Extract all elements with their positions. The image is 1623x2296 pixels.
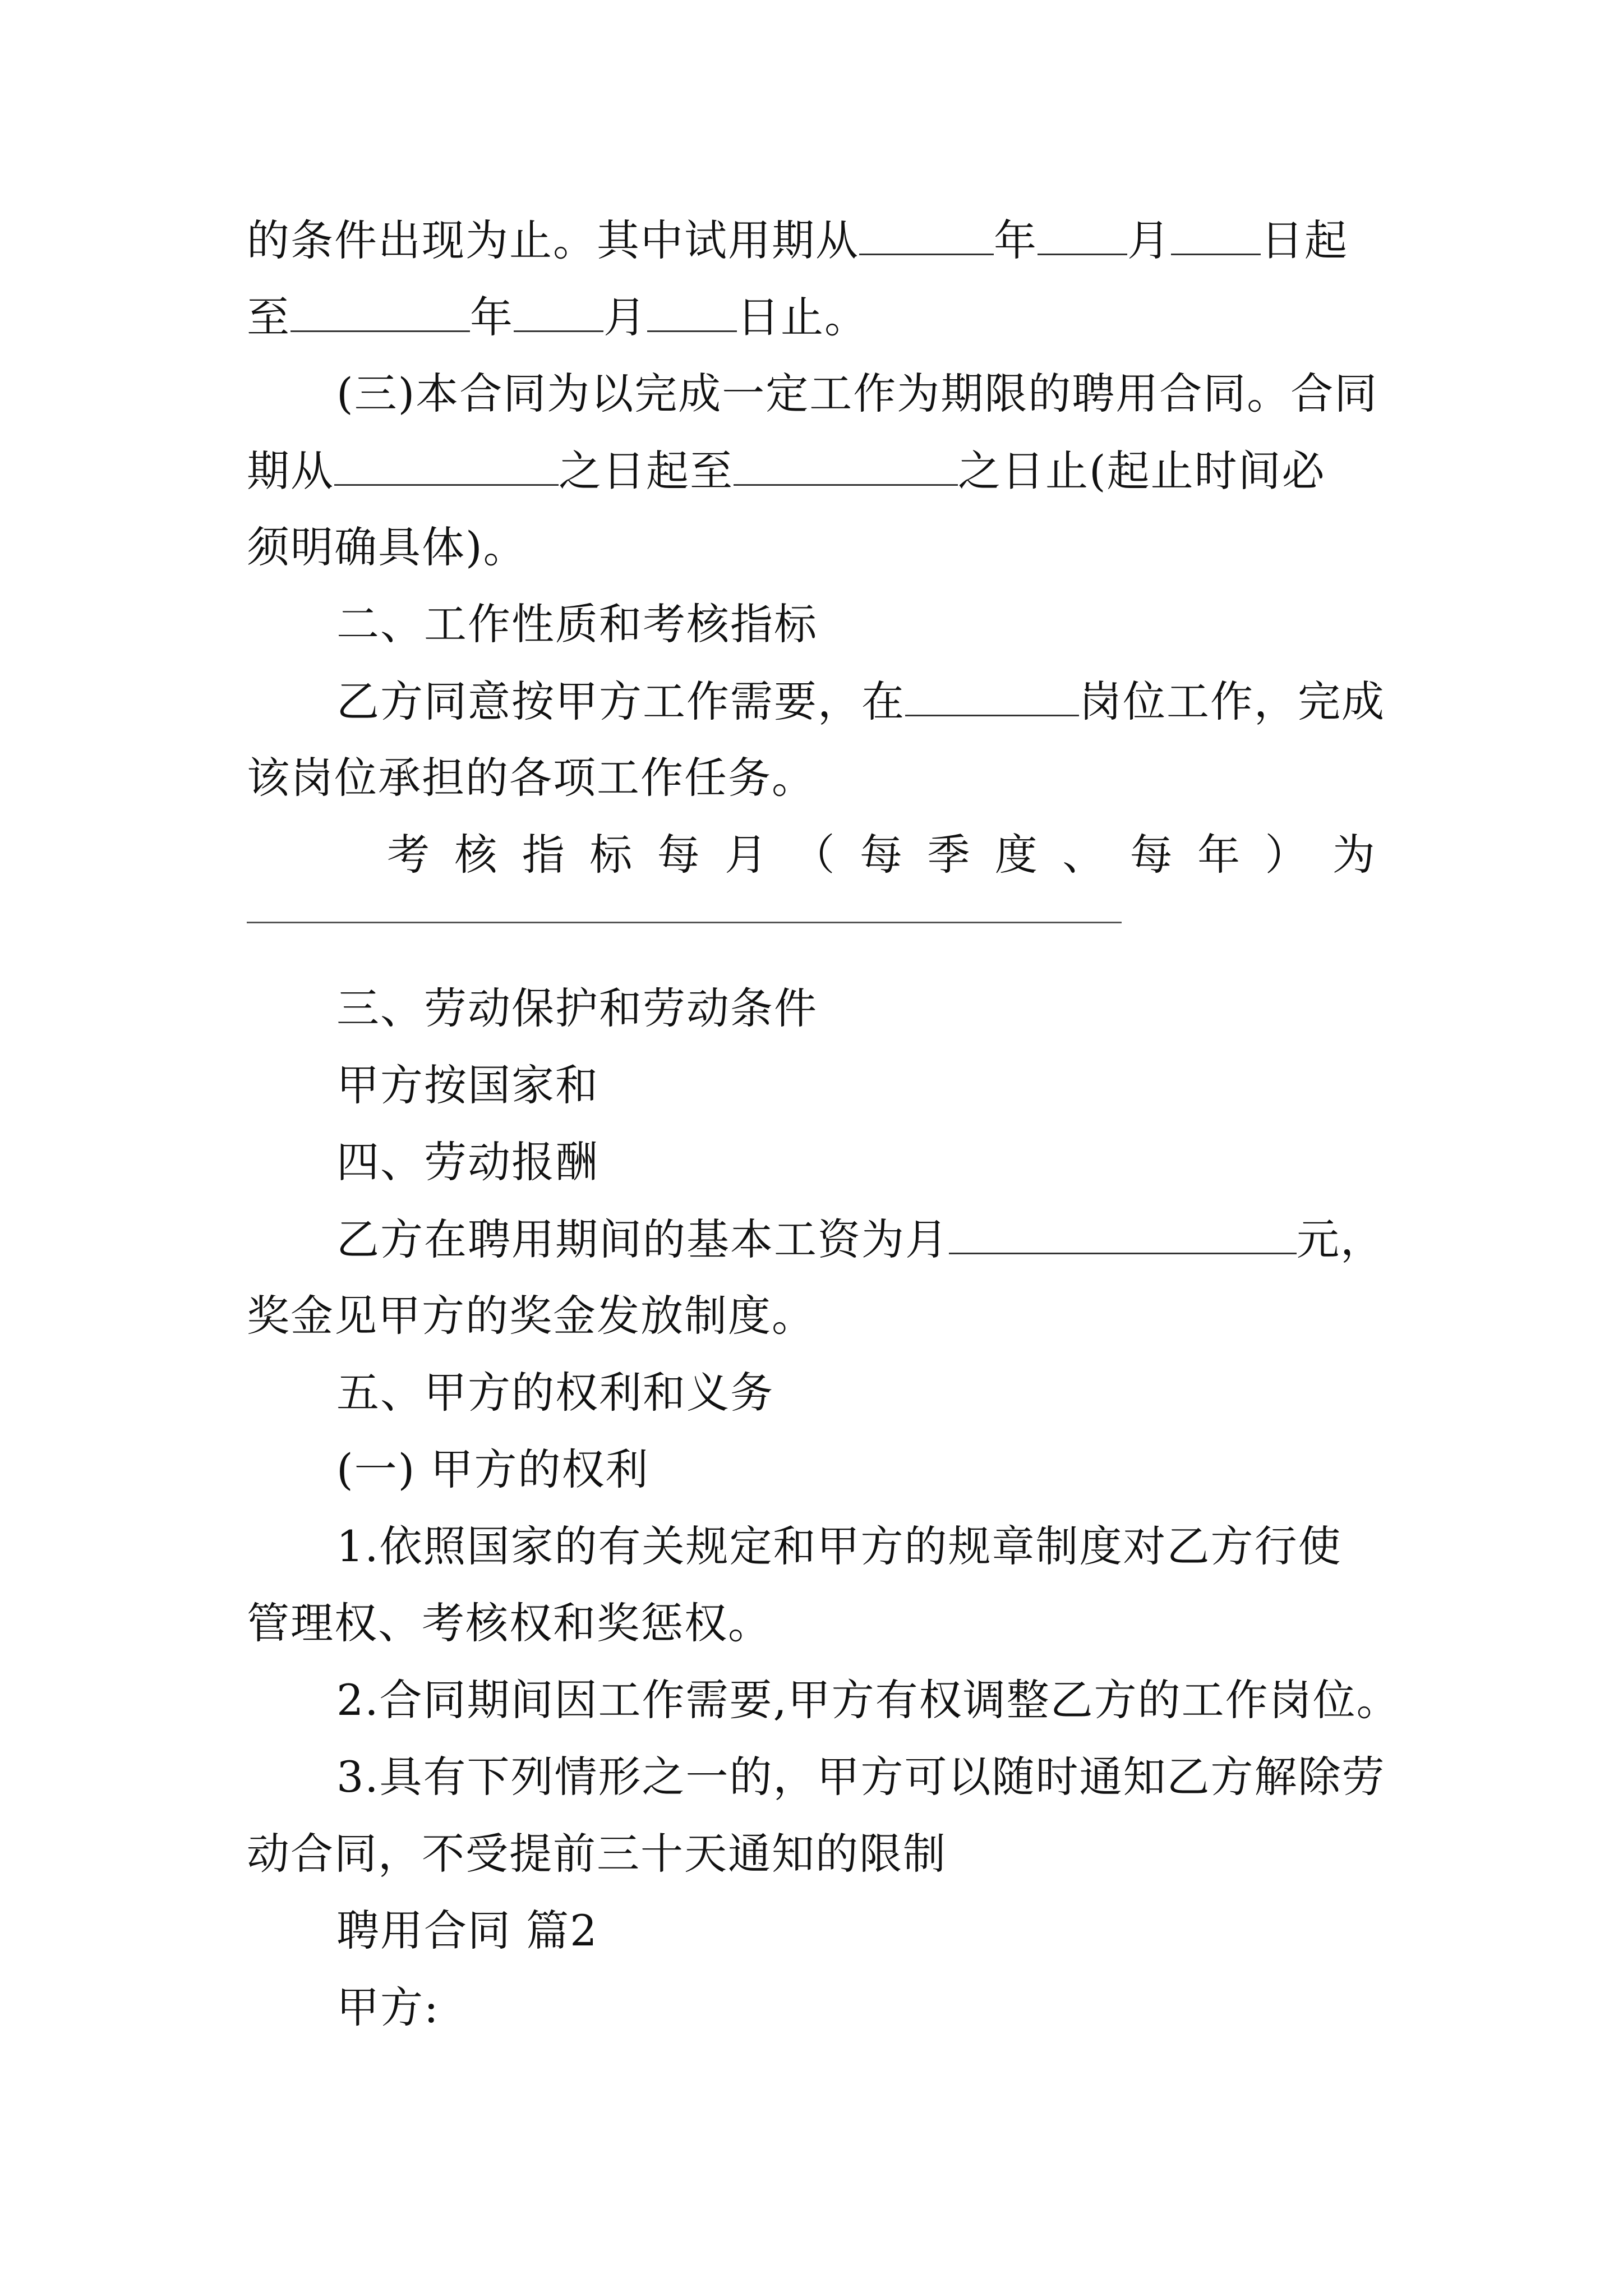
blank-field [647,290,737,332]
paragraph [247,521,1376,597]
text: 日止。 [737,292,868,342]
subsection-heading [247,1443,1376,1520]
text: 三、劳动保护和劳动条件 [336,983,818,1033]
assessment-blank [247,905,1376,982]
trial-period-end-line [247,290,1376,367]
text: 的条件出现为止。其中试用期从 [247,215,859,265]
text: (一) 甲方的权利 [336,1444,649,1494]
list-item [247,1520,1376,1596]
spaced-char: ） [1265,830,1309,880]
blank-field [1038,213,1127,255]
text: 年 [994,215,1038,265]
blank-field [247,922,1122,923]
spaced-char: 月 [725,830,769,880]
blank-field [1171,213,1261,255]
spaced-char: 季 [927,830,971,880]
spaced-char: 考 [387,830,431,880]
spaced-char: 标 [589,830,634,880]
paragraph [247,367,1376,444]
text: 月 [603,292,647,342]
text: 日起 [1261,215,1348,265]
text: 聘用合同 篇2 [336,1906,598,1955]
spaced-char: 每 [1129,830,1174,880]
blank-field [859,213,994,255]
spaced-char: 每 [859,830,903,880]
assessment-line [247,828,1376,905]
text: 甲方按国家和 [336,1060,599,1110]
text: 奖金见甲方的奖金发放制度。 [247,1291,815,1341]
blank-field [291,290,470,332]
blank-field [734,444,958,486]
spaced-char: 度 [994,830,1039,880]
text: 期从 [247,446,334,496]
text: 四、劳动报酬 [336,1137,599,1187]
spaced-char: 每 [657,830,701,880]
text: 1.依照国家的有关规定和甲方的规章制度对乙方行使 [336,1521,1342,1571]
text: 3.具有下列情形之一的，甲方可以随时通知乙方解除劳 [336,1752,1386,1802]
trial-period-line [247,213,1376,290]
spaced-char: 年 [1197,830,1242,880]
section-title [247,1904,1376,1981]
blank-field [905,674,1079,716]
text: 须明确具体)。 [247,522,527,572]
spaced-char: （ [792,830,836,880]
text: 岗位工作，完成 [1079,677,1385,726]
text: 乙方在聘用期间的基本工资为月 [336,1214,949,1264]
blank-field [949,1212,1297,1254]
text: 之日起至 [559,446,734,496]
text: 管理权、考核权和奖惩权。 [247,1598,772,1648]
spaced-char: 、 [1062,830,1106,880]
blank-field [334,444,559,486]
text: 甲方: [336,1982,440,2032]
list-item [247,1673,1400,1750]
text: 动合同，不受提前三十天通知的限制 [247,1829,947,1879]
section-heading [247,1135,1376,1212]
text: 年 [470,292,514,342]
blank-field [514,290,603,332]
text: 乙方同意按甲方工作需要，在 [336,677,905,726]
paragraph [247,1289,1376,1366]
text: 二、工作性质和考核指标 [336,599,818,649]
text: 2.合同期间因工作需要,甲方有权调整乙方的工作岗位。 [336,1675,1400,1725]
position-line [247,674,1385,751]
list-item [247,1750,1386,1827]
section-heading [247,597,1376,674]
contract-period-line [247,444,1376,521]
spaced-char: 为 [1332,830,1376,880]
text: 之日止(起止时间必 [958,446,1326,496]
document-page [247,213,1400,2058]
section-heading [247,1366,1376,1443]
list-item-continuation [247,1596,1376,1673]
section-heading [247,982,1376,1059]
spaced-char: 核 [454,830,499,880]
list-item-continuation [247,1827,1376,1904]
paragraph [247,751,1376,828]
paragraph [247,1059,1376,1135]
text: 至 [247,292,291,342]
text: 月 [1127,215,1171,265]
party-a-label [247,1981,1376,2058]
text: 五、甲方的权利和义务 [336,1368,774,1418]
text: 该岗位承担的各项工作任务。 [247,753,815,803]
spaced-char: 指 [522,830,566,880]
text: 元， [1297,1214,1384,1264]
salary-line [247,1212,1384,1289]
text: (三)本合同为以完成一定工作为期限的聘用合同。合同 [336,369,1378,418]
